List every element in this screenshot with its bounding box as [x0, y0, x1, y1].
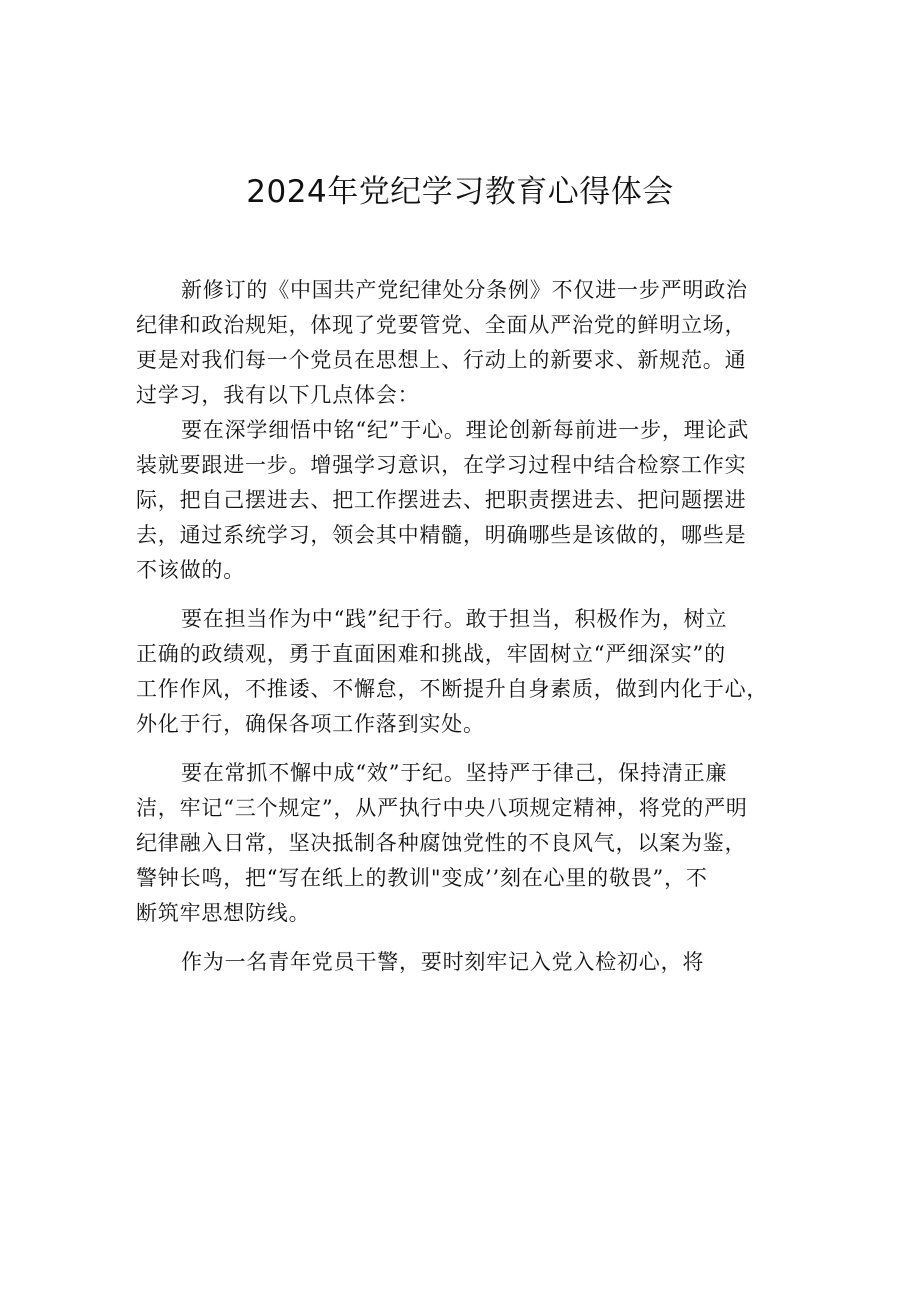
- paragraph-line: 去，通过系统学习，领会其中精髓，明确哪些是该做的，哪些是: [136, 523, 747, 547]
- paragraph-intro: [136, 273, 788, 413]
- paragraph-line: 要在常抓不懈中成“效”于纪。坚持严于律己，保持清正廉: [181, 761, 728, 785]
- document-title: 2024年党纪学习教育心得体会: [246, 174, 674, 210]
- paragraph-conclusion: [136, 945, 788, 980]
- paragraph-line: 装就要跟进一步。增强学习意识，在学习过程中结合检察工作实: [136, 453, 747, 477]
- paragraph-line: 要在担当作为中“践”纪于行。敢于担当，积极作为，树立: [181, 607, 728, 631]
- document-body: [136, 273, 788, 980]
- paragraph-line: 纪律融入日常，坚决抵制各种腐蚀党性的不良风气，以案为鉴，: [136, 831, 747, 855]
- paragraph-line: 更是对我们每一个党员在思想上、行动上的新要求、新规范。通: [136, 348, 747, 372]
- paragraph-line: 正确的政绩观，勇于直面困难和挑战，牢固树立“严细深实”的: [136, 642, 726, 666]
- paragraph-line: 过学习，我有以下几点体会：: [136, 383, 420, 407]
- paragraph-line: 际，把自己摆进去、把工作摆进去、把职责摆进去、把问题摆进: [136, 488, 747, 512]
- paragraph-line: 警钟长鸣，把“写在纸上的教训"变成’’刻在心里的敬畏”，不: [136, 866, 708, 890]
- paragraph-point-3: [136, 756, 788, 931]
- paragraph-line: 断筑牢思想防线。: [136, 901, 311, 925]
- paragraph-line: 外化于行，确保各项工作落到实处。: [136, 712, 485, 736]
- paragraph-line: 新修订的《中国共产党纪律处分条例》不仅进一步严明政治: [181, 278, 748, 302]
- paragraph-line: 要在深学细悟中铭“纪”于心。理论创新每前进一步，理论武: [181, 418, 750, 442]
- paragraph-point-1: [136, 413, 788, 588]
- paragraph-line: 纪律和政治规矩，体现了党要管党、全面从严治党的鲜明立场，: [136, 313, 747, 337]
- paragraph-line: 不该做的。: [136, 558, 245, 582]
- paragraph-point-2: [136, 602, 788, 742]
- paragraph-line: 工作作风，不推诿、不懈怠，不断提升自身素质，做到内化于心，: [136, 677, 769, 701]
- paragraph-line: 洁，牢记“三个规定”，从严执行中央八项规定精神，将党的严明: [136, 796, 748, 820]
- paragraph-line: 作为一名青年党员干警，要时刻牢记入党入检初心，将: [181, 950, 705, 974]
